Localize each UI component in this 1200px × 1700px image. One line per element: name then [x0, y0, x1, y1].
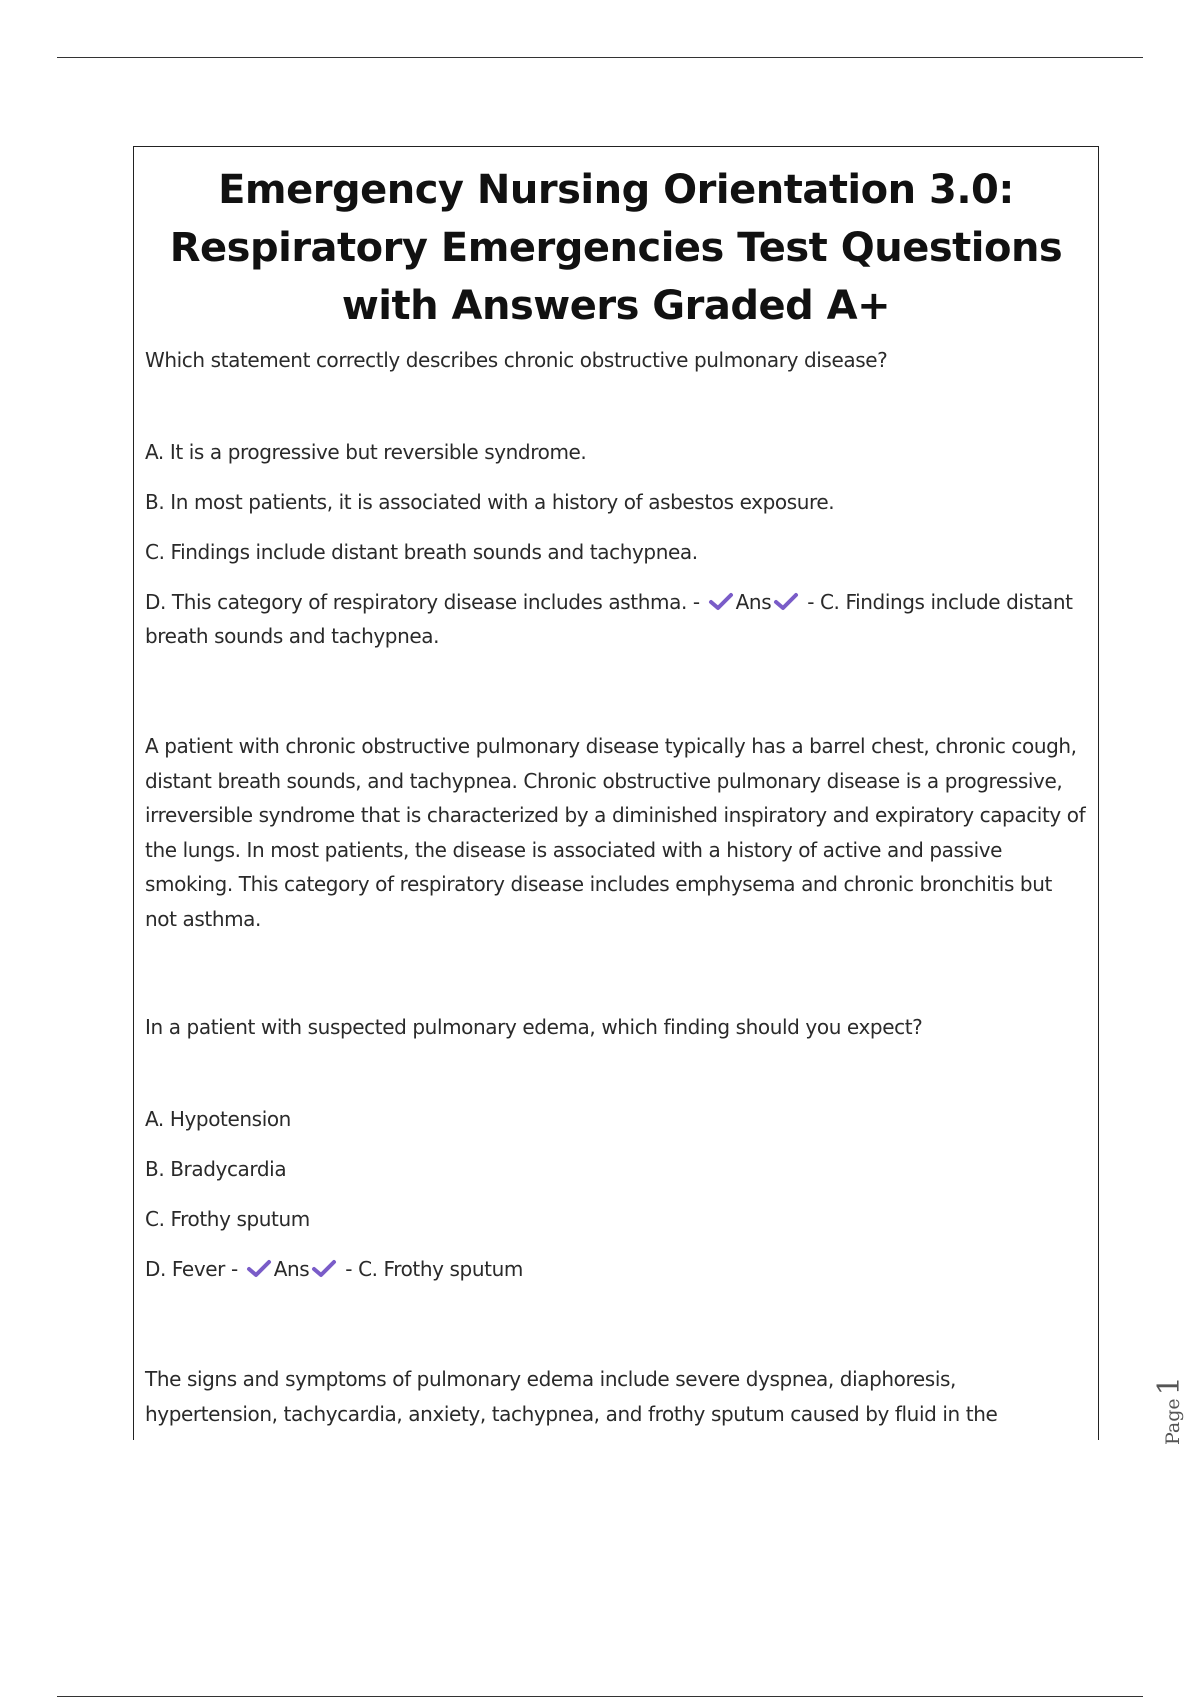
answer-label: Ans [735, 590, 772, 614]
page-label: Page [1162, 1398, 1184, 1445]
option-a: A. Hypotension [145, 1107, 291, 1131]
options-list [145, 1102, 1088, 1286]
option-b: B. In most patients, it is associated with a history of asbestos exposure. [145, 490, 835, 514]
explanation: A patient with chronic obstructive pulmonary disease typically has a barrel chest, chronic cough, distant breath sounds, and tachypnea. Chronic obstructive pulmonary disease is a progressive, irreversible syndrome that is characterized by a diminished inspiratory and expiratory capacity of the lungs. In most patients, the disease is associated with a history of active and passive smoking. This category of respiratory disease includes emphysema and chronic bronchitis but not asthma. [145, 734, 1086, 931]
check-icon [246, 1259, 272, 1279]
option-c: C. Findings include distant breath sounds and tachypnea. [145, 540, 698, 564]
footer-rule [57, 1696, 1143, 1697]
document-frame [133, 146, 1099, 1440]
option-d: D. This category of respiratory disease includes asthma. - [145, 590, 700, 614]
header-rule [57, 57, 1143, 58]
option-d: D. Fever - [145, 1257, 238, 1281]
answer-label: Ans [273, 1257, 310, 1281]
question-2 [145, 1010, 1088, 1431]
page-number [1152, 1376, 1187, 1445]
page-number-value: 1 [1152, 1376, 1187, 1396]
option-a: A. It is a progressive but reversible syndrome. [145, 440, 587, 464]
option-d-with-answer [145, 1252, 1088, 1286]
options-list [145, 435, 1088, 653]
document-title: Emergency Nursing Orientation 3.0: Respiratory Emergencies Test Questions with Answers Graded A+ [169, 167, 1063, 329]
option-d-with-answer [145, 585, 1088, 653]
check-icon [311, 1259, 337, 1279]
answer-text: - C. Findings include distant breath sounds and tachypnea. [145, 590, 1073, 648]
question-text: In a patient with suspected pulmonary edema, which finding should you expect? [145, 1015, 923, 1039]
check-icon [773, 592, 799, 612]
explanation: The signs and symptoms of pulmonary edema include severe dyspnea, diaphoresis, hypertension, tachycardia, anxiety, tachypnea, and frothy sputum caused by fluid in the [145, 1367, 998, 1426]
document-body [134, 343, 1098, 1431]
option-b: B. Bradycardia [145, 1157, 287, 1181]
question-1 [145, 343, 1088, 936]
check-icon [708, 592, 734, 612]
question-text: Which statement correctly describes chronic obstructive pulmonary disease? [145, 348, 888, 372]
option-c: C. Frothy sputum [145, 1207, 310, 1231]
answer-text: - C. Frothy sputum [345, 1257, 523, 1281]
